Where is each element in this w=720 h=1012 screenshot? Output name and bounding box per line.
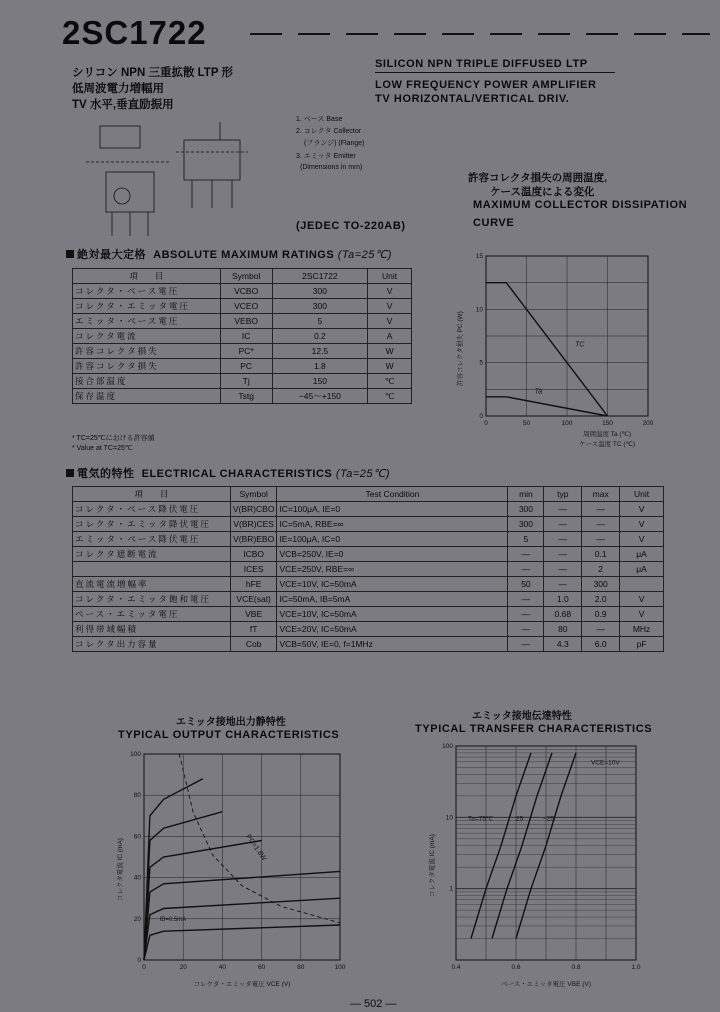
- elec-cell: ICES: [230, 562, 277, 577]
- elec-cell: V: [620, 592, 664, 607]
- part-number-title: 2SC1722: [62, 14, 207, 51]
- package-outline-drawing: [80, 112, 280, 240]
- elec-cell: コレクタ出力容量: [73, 637, 231, 652]
- abs-max-cell: 1.8: [272, 359, 368, 374]
- x-tick-label: 0.4: [451, 964, 461, 971]
- dissipation-chart: [448, 234, 668, 456]
- elec-cell: V(BR)CBO: [230, 502, 277, 517]
- elec-cell: 2: [582, 562, 620, 577]
- pin2-flange-label: (フランジ) (Flange): [304, 140, 365, 147]
- elec-cell: V(BR)EBO: [230, 532, 277, 547]
- y-tick-label: 80: [133, 792, 141, 800]
- elec-cell: ベース・エミッタ電圧: [73, 607, 231, 622]
- vce-label: VCE=10V: [591, 759, 620, 767]
- abs-max-cell: 5: [272, 314, 368, 329]
- jp-application-2: TV 水平,垂直励振用: [72, 99, 174, 111]
- elec-cell: —: [508, 562, 544, 577]
- abs-max-table: [72, 268, 412, 404]
- abs-max-cell: PC: [220, 359, 272, 374]
- elec-header-cell: Unit: [620, 487, 664, 502]
- pc-curve-label: PC=1.8W: [244, 833, 268, 863]
- elec-cell: fT: [230, 622, 277, 637]
- y-tick-label: 5: [479, 359, 483, 367]
- abs-max-cell: −45〜+150: [272, 389, 368, 404]
- output-title-jp: エミッタ接地出力静特性: [176, 717, 286, 728]
- elec-cell: 300: [508, 517, 544, 532]
- elec-cell: hFE: [230, 577, 277, 592]
- jp-application-1: 低周波電力増幅用: [72, 83, 164, 95]
- abs-max-cell: 許容コレクタ損失: [73, 359, 221, 374]
- elec-cell: 0.9: [582, 607, 620, 622]
- abs-max-cell: VCEO: [220, 299, 272, 314]
- dimensions-note: (Dimensions in mm): [300, 164, 363, 171]
- elec-cell: —: [544, 562, 582, 577]
- elec-cell: μA: [620, 562, 664, 577]
- output-title-en: TYPICAL OUTPUT CHARACTERISTICS: [118, 729, 340, 741]
- abs-max-cell: Tj: [220, 374, 272, 389]
- abs-max-header-cell: Symbol: [220, 269, 272, 284]
- elec-cell: —: [508, 592, 544, 607]
- elec-header-cell: min: [508, 487, 544, 502]
- abs-note-en: * Value at TC=25℃: [72, 445, 133, 452]
- dissipation-title-en-1: MAXIMUM COLLECTOR DISSIPATION: [473, 199, 688, 211]
- abs-max-cell: 12.5: [272, 344, 368, 359]
- elec-cell: —: [508, 637, 544, 652]
- elec-cell: IC=5mA, RBE=∞: [277, 517, 508, 532]
- series-line-6: [179, 754, 340, 923]
- y-tick-label: 0: [137, 957, 141, 964]
- transfer-xlabel: ベース・エミッタ電圧 VBE (V): [501, 981, 591, 988]
- elec-cell: —: [582, 517, 620, 532]
- abs-max-cell: 保存温度: [73, 389, 221, 404]
- jp-device-type: シリコン NPN 三重拡散 LTP 形: [72, 67, 233, 79]
- curve-label-tc: TC: [575, 341, 585, 349]
- elec-cell: VCE=20V, IC=50mA: [277, 622, 508, 637]
- elec-header-cell: typ: [544, 487, 582, 502]
- y-tick-label: 15: [475, 253, 483, 260]
- series-line-0: [486, 283, 608, 416]
- elec-header-row: [73, 487, 664, 502]
- elec-cell: —: [544, 502, 582, 517]
- abs-max-cell: 150: [272, 374, 368, 389]
- x-tick-label: 150: [602, 420, 613, 427]
- elec-cell: VCE=250V, RBE=∞: [277, 562, 508, 577]
- elec-cell: VBE: [230, 607, 277, 622]
- transfer-chart: [410, 740, 650, 996]
- abs-max-cell: VEBO: [220, 314, 272, 329]
- dissipation-title-en-2: CURVE: [473, 217, 515, 229]
- abs-max-heading: 絶対最大定格 ABSOLUTE MAXIMUM RATINGS (Ta=25℃): [66, 246, 392, 262]
- elec-cell: 0.68: [544, 607, 582, 622]
- series-line-2: [144, 871, 340, 960]
- elec-cell: VCE=10V, IC=50mA: [277, 577, 508, 592]
- elec-cell: VCB=250V, IE=0: [277, 547, 508, 562]
- elec-cell: 1.0: [544, 592, 582, 607]
- abs-max-cell: ℃: [368, 389, 412, 404]
- elec-row: [73, 637, 664, 652]
- jedec-package-label: (JEDEC TO-220AB): [296, 220, 406, 232]
- en-type-underline: [375, 72, 615, 73]
- elec-cell: 6.0: [582, 637, 620, 652]
- dissipation-xlabel-2: ケース温度 TC (℃): [578, 441, 636, 448]
- abs-max-row: [73, 374, 412, 389]
- abs-max-row: [73, 284, 412, 299]
- en-application-1: LOW FREQUENCY POWER AMPLIFIER: [375, 79, 597, 91]
- elec-cell: —: [582, 502, 620, 517]
- abs-max-cell: 接合部温度: [73, 374, 221, 389]
- pin3-label: 3. エミッタ Emitter: [296, 153, 356, 160]
- elec-cell: 80: [544, 622, 582, 637]
- y-tick-label: 100: [130, 751, 141, 758]
- elec-header-cell: max: [582, 487, 620, 502]
- abs-max-cell: ℃: [368, 374, 412, 389]
- abs-max-cell: 許容コレクタ損失: [73, 344, 221, 359]
- page-number: — 502 —: [350, 998, 397, 1010]
- abs-max-cell: V: [368, 284, 412, 299]
- x-tick-label: 0.8: [571, 964, 581, 971]
- elec-cell: MHz: [620, 622, 664, 637]
- abs-max-cell: コレクタ・エミッタ電圧: [73, 299, 221, 314]
- abs-max-cell: 300: [272, 284, 368, 299]
- elec-cell: [73, 562, 231, 577]
- elec-cell: pF: [620, 637, 664, 652]
- elec-cell: 4.3: [544, 637, 582, 652]
- elec-cell: コレクタ・エミッタ飽和電圧: [73, 592, 231, 607]
- output-xlabel: コレクタ・エミッタ電圧 VCE (V): [193, 981, 291, 988]
- en-application-2: TV HORIZONTAL/VERTICAL DRIV.: [375, 93, 570, 105]
- y-tick-label: 20: [133, 915, 141, 923]
- abs-max-cell: IC: [220, 329, 272, 344]
- abs-max-cell: A: [368, 329, 412, 344]
- abs-max-cell: W: [368, 359, 412, 374]
- elec-cell: V: [620, 532, 664, 547]
- elec-row: [73, 577, 664, 592]
- elec-cell: IE=100μA, IC=0: [277, 532, 508, 547]
- x-tick-label: 0: [142, 964, 146, 971]
- output-ylabel: コレクタ電流 IC (mA): [117, 838, 124, 901]
- dissipation-title-jp-2: ケース温度による変化: [490, 186, 595, 198]
- y-tick-label: 40: [133, 874, 141, 882]
- x-tick-label: 50: [522, 420, 531, 427]
- elec-header-cell: Test Condition: [277, 487, 508, 502]
- elec-cell: VCB=50V, IE=0, f=1MHz: [277, 637, 508, 652]
- elec-cell: IC=100μA, IE=0: [277, 502, 508, 517]
- abs-max-cell: V: [368, 314, 412, 329]
- series-line-1: [486, 397, 608, 416]
- abs-max-row: [73, 389, 412, 404]
- pin2-label: 2. コレクタ Collector: [296, 128, 362, 135]
- elec-cell: V(BR)CES: [230, 517, 277, 532]
- abs-max-cell: コレクタ電流: [73, 329, 221, 344]
- elec-cell: コレクタ・ベース降伏電圧: [73, 502, 231, 517]
- elec-cell: —: [508, 622, 544, 637]
- abs-max-cell: Tstg: [220, 389, 272, 404]
- x-tick-label: 100: [561, 420, 573, 427]
- abs-max-header-cell: 項 目: [73, 269, 221, 284]
- x-tick-label: 40: [218, 964, 227, 971]
- elec-cell: 5: [508, 532, 544, 547]
- y-tick-label: 10: [475, 306, 483, 314]
- x-tick-label: 0: [484, 420, 488, 427]
- elec-cell: 50: [508, 577, 544, 592]
- elec-cell: μA: [620, 547, 664, 562]
- abs-max-cell: 300: [272, 299, 368, 314]
- y-tick-label: 60: [133, 833, 141, 841]
- elec-cell: コレクタ遮断電流: [73, 547, 231, 562]
- dissipation-xlabel-1: 周囲温度 Ta (℃): [582, 431, 632, 438]
- elec-cell: 直流電流増幅率: [73, 577, 231, 592]
- x-tick-label: 1.0: [631, 964, 641, 971]
- series-line-0: [144, 925, 340, 960]
- y-tick-label: 100: [442, 743, 453, 750]
- elec-row: [73, 532, 664, 547]
- x-tick-label: 200: [642, 420, 654, 427]
- elec-cell: 0.1: [582, 547, 620, 562]
- x-tick-label: 20: [179, 964, 187, 971]
- series-line-3: [144, 841, 262, 961]
- x-tick-label: 60: [257, 964, 266, 971]
- elec-header-cell: Symbol: [230, 487, 277, 502]
- abs-max-cell: W: [368, 344, 412, 359]
- transfer-title-en: TYPICAL TRANSFER CHARACTERISTICS: [415, 723, 653, 735]
- y-tick-label: 10: [445, 814, 453, 822]
- abs-max-cell: コレクタ・ベース電圧: [73, 284, 221, 299]
- x-tick-label: 0.6: [511, 964, 521, 971]
- elec-cell: 300: [508, 502, 544, 517]
- y-tick-label: 1: [449, 885, 453, 893]
- pin1-label: 1. ベース Base: [296, 116, 343, 123]
- elec-row: [73, 607, 664, 622]
- output-chart: [100, 746, 360, 994]
- elec-cell: —: [544, 517, 582, 532]
- elec-cell: Cob: [230, 637, 277, 652]
- abs-max-row: [73, 344, 412, 359]
- title-dash-rule: [250, 33, 710, 35]
- abs-max-cell: エミッタ・ベース電圧: [73, 314, 221, 329]
- elec-row: [73, 517, 664, 532]
- ib-label: IB=0.5mA: [159, 916, 187, 923]
- elec-cell: —: [508, 547, 544, 562]
- elec-row: [73, 592, 664, 607]
- abs-max-row: [73, 314, 412, 329]
- abs-max-row: [73, 329, 412, 344]
- elec-cell: V: [620, 502, 664, 517]
- elec-cell: [620, 577, 664, 592]
- abs-max-header-cell: 2SC1722: [272, 269, 368, 284]
- elec-cell: コレクタ・エミッタ降伏電圧: [73, 517, 231, 532]
- dissipation-ylabel: 許容コレクタ損失 PC (W): [457, 311, 464, 386]
- elec-cell: —: [582, 622, 620, 637]
- abs-max-cell: V: [368, 299, 412, 314]
- abs-max-row: [73, 359, 412, 374]
- abs-max-header-row: [73, 269, 412, 284]
- elec-cell: V: [620, 517, 664, 532]
- elec-char-table: [72, 486, 664, 652]
- y-tick-label: 0: [479, 413, 483, 420]
- elec-cell: 2.0: [582, 592, 620, 607]
- elec-row: [73, 547, 664, 562]
- elec-heading: 電気的特性 ELECTRICAL CHARACTERISTICS (Ta=25℃): [66, 465, 390, 481]
- elec-cell: ICBO: [230, 547, 277, 562]
- abs-max-cell: 0.2: [272, 329, 368, 344]
- x-tick-label: 100: [334, 964, 346, 971]
- abs-max-row: [73, 299, 412, 314]
- curve-label-ta: Ta: [534, 388, 543, 396]
- elec-cell: エミッタ・ベース降伏電圧: [73, 532, 231, 547]
- elec-cell: 300: [582, 577, 620, 592]
- elec-cell: V: [620, 607, 664, 622]
- elec-cell: VCE=10V, IC=50mA: [277, 607, 508, 622]
- abs-max-header-cell: Unit: [368, 269, 412, 284]
- elec-row: [73, 502, 664, 517]
- abs-max-cell: VCBO: [220, 284, 272, 299]
- x-tick-label: 80: [297, 964, 305, 971]
- transfer-title-jp: エミッタ接地伝達特性: [472, 711, 572, 722]
- elec-cell: VCE(sat): [230, 592, 277, 607]
- elec-header-cell: 項 目: [73, 487, 231, 502]
- dissipation-title-jp-1: 許容コレクタ損失の周囲温度,: [468, 172, 607, 184]
- elec-cell: —: [582, 532, 620, 547]
- elec-cell: IC=50mA, IB=5mA: [277, 592, 508, 607]
- elec-row: [73, 562, 664, 577]
- elec-row: [73, 622, 664, 637]
- abs-note-jp: * TC=25℃における許容値: [72, 435, 155, 442]
- elec-cell: —: [544, 532, 582, 547]
- abs-max-cell: PC*: [220, 344, 272, 359]
- elec-cell: —: [508, 607, 544, 622]
- temp-label-25: 25: [516, 815, 524, 823]
- series-line-5: [144, 779, 203, 960]
- elec-cell: 利得帯域幅積: [73, 622, 231, 637]
- temp-label-minus25: −25: [543, 815, 555, 823]
- en-device-type: SILICON NPN TRIPLE DIFFUSED LTP: [375, 58, 588, 70]
- elec-cell: —: [544, 577, 582, 592]
- elec-cell: —: [544, 547, 582, 562]
- transfer-ylabel: コレクタ電流 IC (mA): [429, 834, 436, 897]
- temp-label-75: Ta=75℃: [468, 815, 494, 823]
